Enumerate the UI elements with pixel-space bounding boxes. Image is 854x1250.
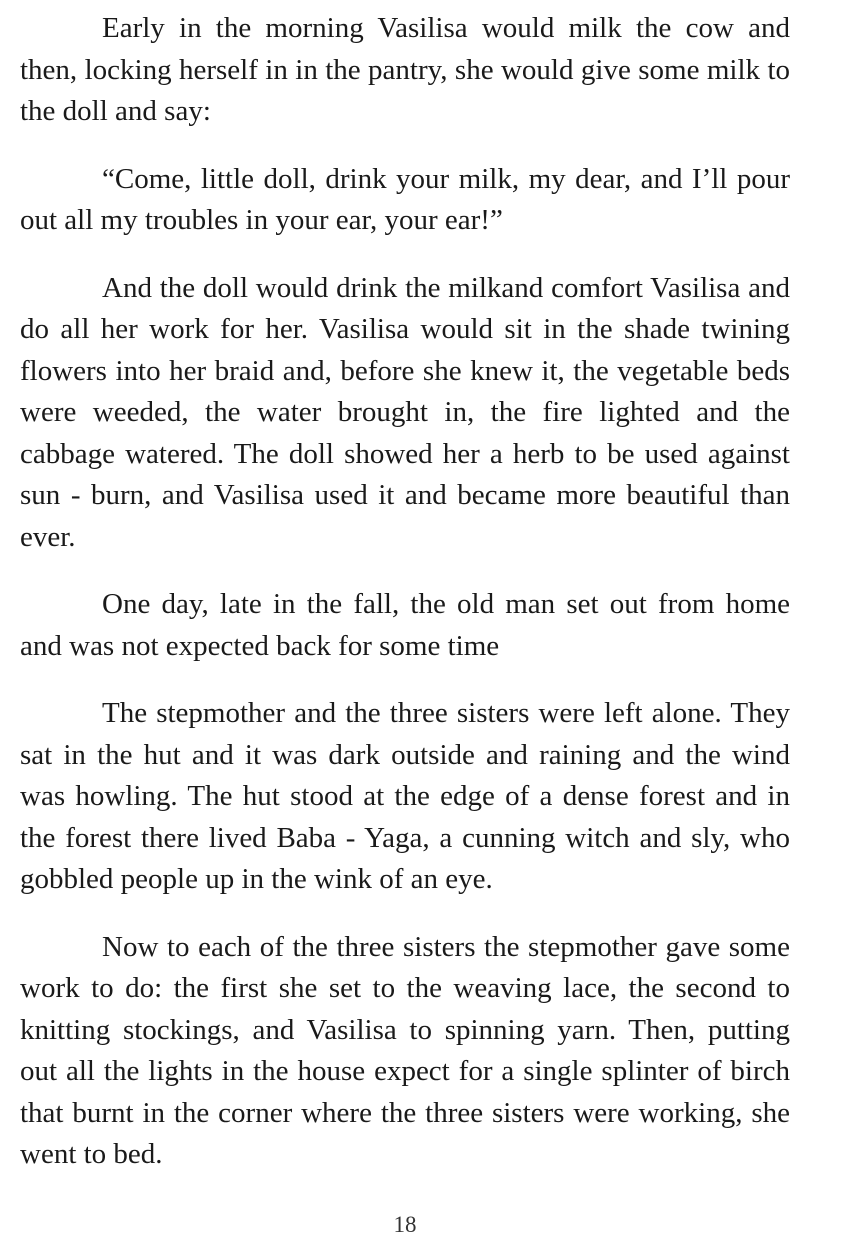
- paragraph-2: “Come, little doll, drink your milk, my dear, and I’ll pour out all my troubles in your ear, your ear!”: [20, 162, 790, 236]
- paragraph-4: One day, late in the fall, the old man set out from home and was not expected back for some time: [20, 588, 790, 662]
- paragraph-1: Early in the morning Vasilisa would milk the cow and then, locking herself in in the pantry, she would give some milk to the doll and say:: [20, 12, 790, 127]
- paragraph-5: The stepmother and the three sisters were left alone. They sat in the hut and it was dark outside and raining and the wind was howling. The hut stood at the edge of a dense forest and in the forest there lived Baba - Yaga, a cunning witch and sly, who gobbled people up in the wink of an eye.: [20, 697, 790, 895]
- page-number: 18: [393, 1212, 417, 1237]
- page-body: [20, 8, 790, 1202]
- paragraph-3: And the doll would drink the milkand comfort Vasilisa and do all her work for her. Vasilisa would sit in the shade twining flowers into her braid and, before she knew it, the vegetable beds were weeded, the water brought in, the fire lighted and the cabbage watered. The doll showed her a herb to be used against sun - burn, and Vasilisa used it and became more beautiful than ever.: [20, 271, 790, 553]
- paragraph-6: Now to each of the three sisters the stepmother gave some work to do: the first she set to the weaving lace, the second to knitting stockings, and Vasilisa to spinning yarn. Then, putting out all the lights in the house expect for a single splinter of birch that burnt in the corner where the three sisters were working, she went to bed.: [20, 930, 790, 1170]
